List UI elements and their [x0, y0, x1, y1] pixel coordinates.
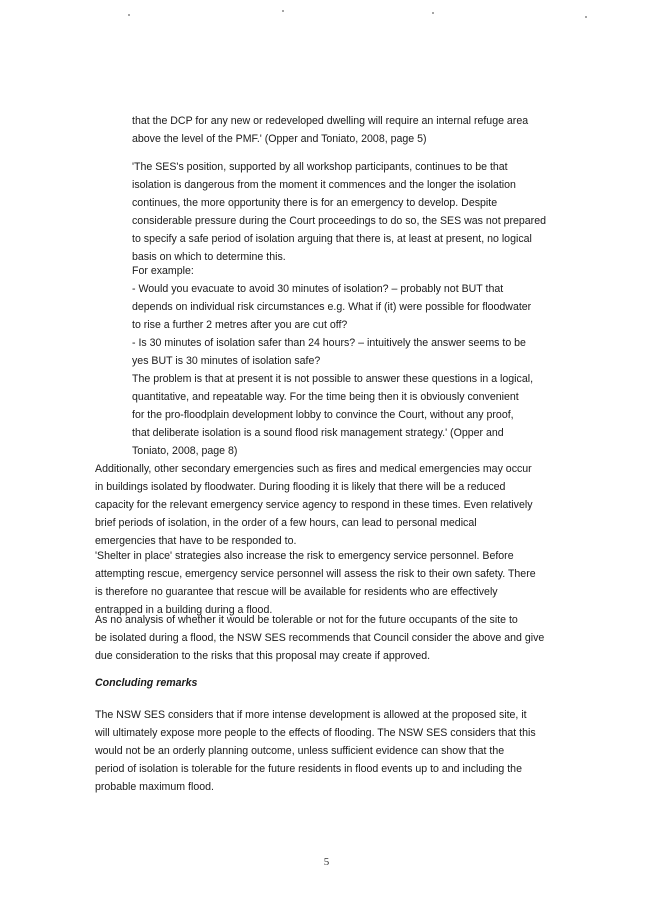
text-line: entrapped in a building during a flood. — [95, 604, 273, 616]
text-line: for the pro-floodplain development lobby to convince the Court, without any proof, — [132, 409, 514, 421]
text-line: above the level of the PMF.' (Opper and Toniato, 2008, page 5) — [132, 133, 427, 145]
text-line: that deliberate isolation is a sound flood risk management strategy.' (Opper and — [132, 427, 504, 439]
text-line: probable maximum flood. — [95, 781, 214, 793]
paragraph-isolation-analysis — [95, 611, 564, 665]
text-line: yes BUT is 30 minutes of isolation safe? — [132, 355, 321, 367]
quote-paragraph-1 — [132, 112, 564, 148]
text-line: emergencies that have to be responded to. — [95, 535, 297, 547]
text-line: continues, the more opportunity there is for an emergency to develop. Despite — [132, 197, 498, 209]
scan-speck — [282, 10, 284, 12]
text-line: For example: — [132, 265, 194, 277]
text-line: in buildings isolated by floodwater. During flooding it is likely that there will be a reduced — [95, 481, 506, 493]
scan-speck — [128, 14, 130, 16]
scan-speck — [585, 16, 587, 18]
text-line: basis on which to determine this. — [132, 251, 286, 263]
text-line: that the DCP for any new or redeveloped dwelling will require an internal refuge area — [132, 115, 529, 127]
text-line: to specify a safe period of isolation arguing that there is, at least at present, no logical — [132, 233, 532, 245]
text-line: considerable pressure during the Court proceedings to do so, the SES was not prepared — [132, 215, 546, 227]
paragraph-concluding — [95, 706, 564, 796]
text-line: quantitative, and repeatable way. For the time being then it is obviously convenient — [132, 391, 519, 403]
text-line: - Is 30 minutes of isolation safer than 24 hours? – intuitively the answer seems to be — [132, 337, 526, 349]
scan-speck — [432, 12, 434, 14]
section-heading-concluding-remarks: Concluding remarks — [95, 677, 198, 689]
text-line: is therefore no guarantee that rescue will be available for residents who are effectively — [95, 586, 498, 598]
paragraph-shelter-in-place — [95, 547, 564, 619]
text-line: to rise a further 2 metres after you are cut off? — [132, 319, 348, 331]
text-line: The problem is that at present it is not possible to answer these questions in a logical, — [132, 373, 534, 385]
text-line: be isolated during a flood, the NSW SES recommends that Council consider the above and give — [95, 632, 545, 644]
paragraph-secondary-emergencies — [95, 460, 564, 550]
text-line: brief periods of isolation, in the order of a few hours, can lead to personal medical — [95, 517, 477, 529]
text-line: Additionally, other secondary emergencies such as fires and medical emergencies may occur — [95, 463, 532, 475]
text-line: depends on individual risk circumstances e.g. What if (it) were possible for floodwater — [132, 301, 532, 313]
text-line: - Would you evacuate to avoid 30 minutes of isolation? – probably not BUT that — [132, 283, 504, 295]
text-line: period of isolation is tolerable for the future residents in flood events up to and including the — [95, 763, 522, 775]
text-line: due consideration to the risks that this proposal may create if approved. — [95, 650, 431, 662]
text-line: 'Shelter in place' strategies also increase the risk to emergency service personnel. Before — [95, 550, 514, 562]
text-line: capacity for the relevant emergency service agency to respond in these times. Even relatively — [95, 499, 533, 511]
text-line: Toniato, 2008, page 8) — [132, 445, 238, 457]
text-line: will ultimately expose more people to the effects of flooding. The NSW SES considers that this — [95, 727, 536, 739]
text-line: attempting rescue, emergency service personnel will assess the risk to their own safety. There — [95, 568, 536, 580]
page-number: 5 — [323, 856, 330, 868]
text-line: would not be an orderly planning outcome, unless sufficient evidence can show that the — [95, 745, 505, 757]
text-line: isolation is dangerous from the moment it commences and the longer the isolation — [132, 179, 516, 191]
quote-paragraph-2 — [132, 158, 564, 266]
text-line: The NSW SES considers that if more intense development is allowed at the proposed site, it — [95, 709, 527, 721]
text-line: 'The SES's position, supported by all workshop participants, continues to be that — [132, 161, 508, 173]
text-line: As no analysis of whether it would be tolerable or not for the future occupants of the site to — [95, 614, 518, 626]
quote-paragraph-3 — [132, 262, 564, 460]
